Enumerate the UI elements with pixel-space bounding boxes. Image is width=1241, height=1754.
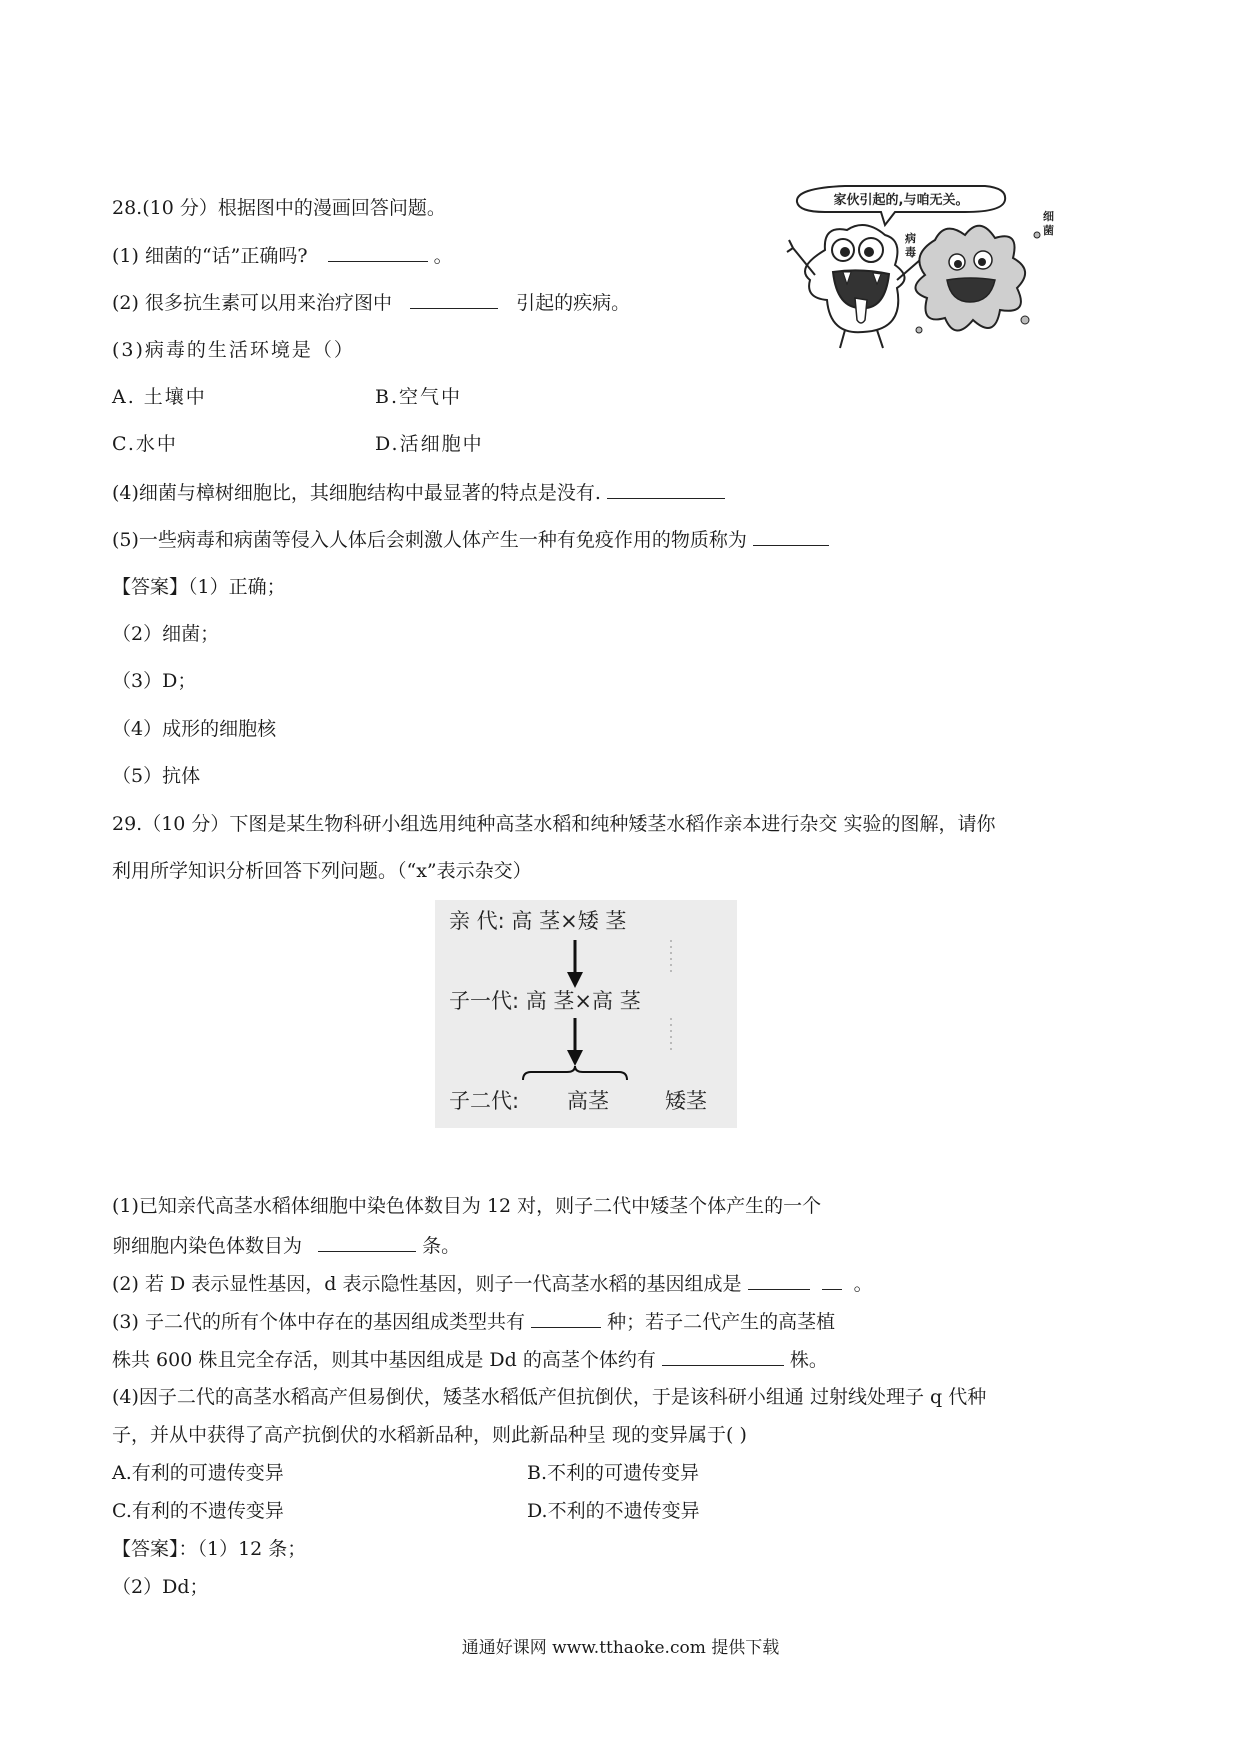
q28-part4-text: (4)细菌与樟树细胞比，其细胞结构中最显著的特点是没有.: [112, 482, 601, 504]
q28-option-c: C.水中: [112, 433, 178, 455]
q29-part3-mid: 种；若子二代产生的高茎植: [607, 1311, 836, 1333]
q29-title-line2: 利用所学知识分析回答下列问题。（“x”表示杂交）: [112, 860, 532, 882]
answer-blank: [531, 1309, 601, 1328]
q28-answer-1: 【答案】（1）正确；: [112, 576, 286, 598]
q29-part3-end: 株。: [789, 1349, 828, 1371]
q28-part1: [112, 243, 453, 268]
q29-part2-end: 。: [853, 1273, 873, 1295]
q28-part2-text: (2) 很多抗生素可以用来治疗图中: [112, 292, 392, 314]
q29-part2-text: (2) 若 D 表示显性基因，d 表示隐性基因，则子一代高茎水稻的基因组成是: [112, 1273, 742, 1295]
cartoon-drawing: [785, 180, 1060, 355]
q28-answer-3: （3）D；: [112, 670, 197, 692]
q28-part4: [112, 480, 725, 505]
q29-answer-2: （2）Dd；: [112, 1576, 209, 1598]
q29-part1-text: 卵细胞内染色体数目为: [112, 1235, 303, 1257]
q28-option-a: A. 土壤中: [112, 386, 207, 408]
answer-blank: [753, 527, 829, 546]
bacteria-label: 细菌: [1043, 210, 1054, 237]
q28-part5: [112, 527, 829, 552]
answer-blank: [318, 1233, 416, 1252]
q29-option-c: C.有利的不遗传变异: [112, 1500, 284, 1522]
flow-f2-short: 矮茎: [665, 1089, 707, 1113]
q28-answer-4: （4）成形的细胞核: [112, 718, 277, 740]
answer-blank: [662, 1347, 784, 1366]
flow-parent-row: 亲 代: 高 茎×矮 茎: [449, 909, 627, 933]
answer-blank: [410, 290, 498, 309]
q29-title-line1: 29.（10 分）下图是某生物科研小组选用纯种高茎水稻和纯种矮茎水稻作亲本进行杂交 实验的图解，请你: [112, 813, 996, 835]
q29-option-b: B.不利的可遗传变异: [527, 1462, 700, 1484]
q29-part1-end: 条。: [422, 1235, 461, 1257]
q29-part3-line2: [112, 1347, 828, 1372]
q28-title: 28.(10 分）根据图中的漫画回答问题。: [112, 197, 446, 219]
q29-part3-text2: 株共 600 株且完全存活，则其中基因组成是 Dd 的高茎个体约有: [112, 1349, 656, 1371]
cross-diagram: [435, 900, 737, 1128]
q28-part2-end: 引起的疾病。: [516, 292, 631, 314]
flow-f2-label: 子二代:: [449, 1089, 520, 1113]
q28-part1-text: (1) 细菌的“话”正确吗?: [112, 245, 308, 267]
virus-label: 病毒: [905, 232, 916, 259]
q29-option-d: D.不利的不遗传变异: [527, 1500, 700, 1522]
q29-part2: [112, 1271, 873, 1296]
q29-part4-line2: 子，并从中获得了高产抗倒伏的水稻新品种，则此新品种呈 现的变异属于( ): [112, 1424, 747, 1446]
q29-part1-line1: (1)已知亲代高茎水稻体细胞中染色体数目为 12 对，则子二代中矮茎个体产生的一个: [112, 1195, 822, 1217]
answer-blank: [748, 1271, 810, 1290]
speech-text: 家伙引起的,与咱无关。: [833, 193, 969, 208]
page-footer: 通通好课网 www.tthaoke.com 提供下载: [461, 1638, 780, 1658]
q28-part3: (3)病毒的生活环境是（）: [112, 339, 355, 361]
q28-part1-end: 。: [433, 245, 453, 267]
virus-bacteria-cartoon: [785, 180, 1060, 355]
q29-part4-line1: (4)因子二代的高茎水稻高产但易倒伏，矮茎水稻低产但抗倒伏，于是该科研小组通 过射线处理子 q 代种: [112, 1386, 987, 1408]
q29-option-a: A.有利的可遗传变异: [112, 1462, 284, 1484]
q28-answer-2: （2）细菌；: [112, 623, 220, 645]
q29-answer-1: 【答案】：（1）12 条；: [112, 1538, 307, 1560]
answer-blank: [607, 480, 725, 499]
flow-f1-row: 子一代: 高 茎×高 茎: [449, 989, 641, 1013]
q28-part5-text: (5)一些病毒和病菌等侵入人体后会刺激人体产生一种有免疫作用的物质称为: [112, 529, 747, 551]
answer-blank: [822, 1271, 842, 1290]
q29-part3-line1: [112, 1309, 835, 1334]
q28-part2: [112, 290, 630, 315]
q29-part1-line2: [112, 1233, 460, 1258]
q28-answer-5: （5）抗体: [112, 765, 201, 787]
flow-f2-tall: 高茎: [567, 1089, 609, 1113]
answer-blank: [328, 243, 428, 262]
q28-option-b: B.空气中: [375, 386, 463, 408]
q28-option-d: D.活细胞中: [375, 433, 484, 455]
q29-part3-text: (3) 子二代的所有个体中存在的基因组成类型共有: [112, 1311, 525, 1333]
